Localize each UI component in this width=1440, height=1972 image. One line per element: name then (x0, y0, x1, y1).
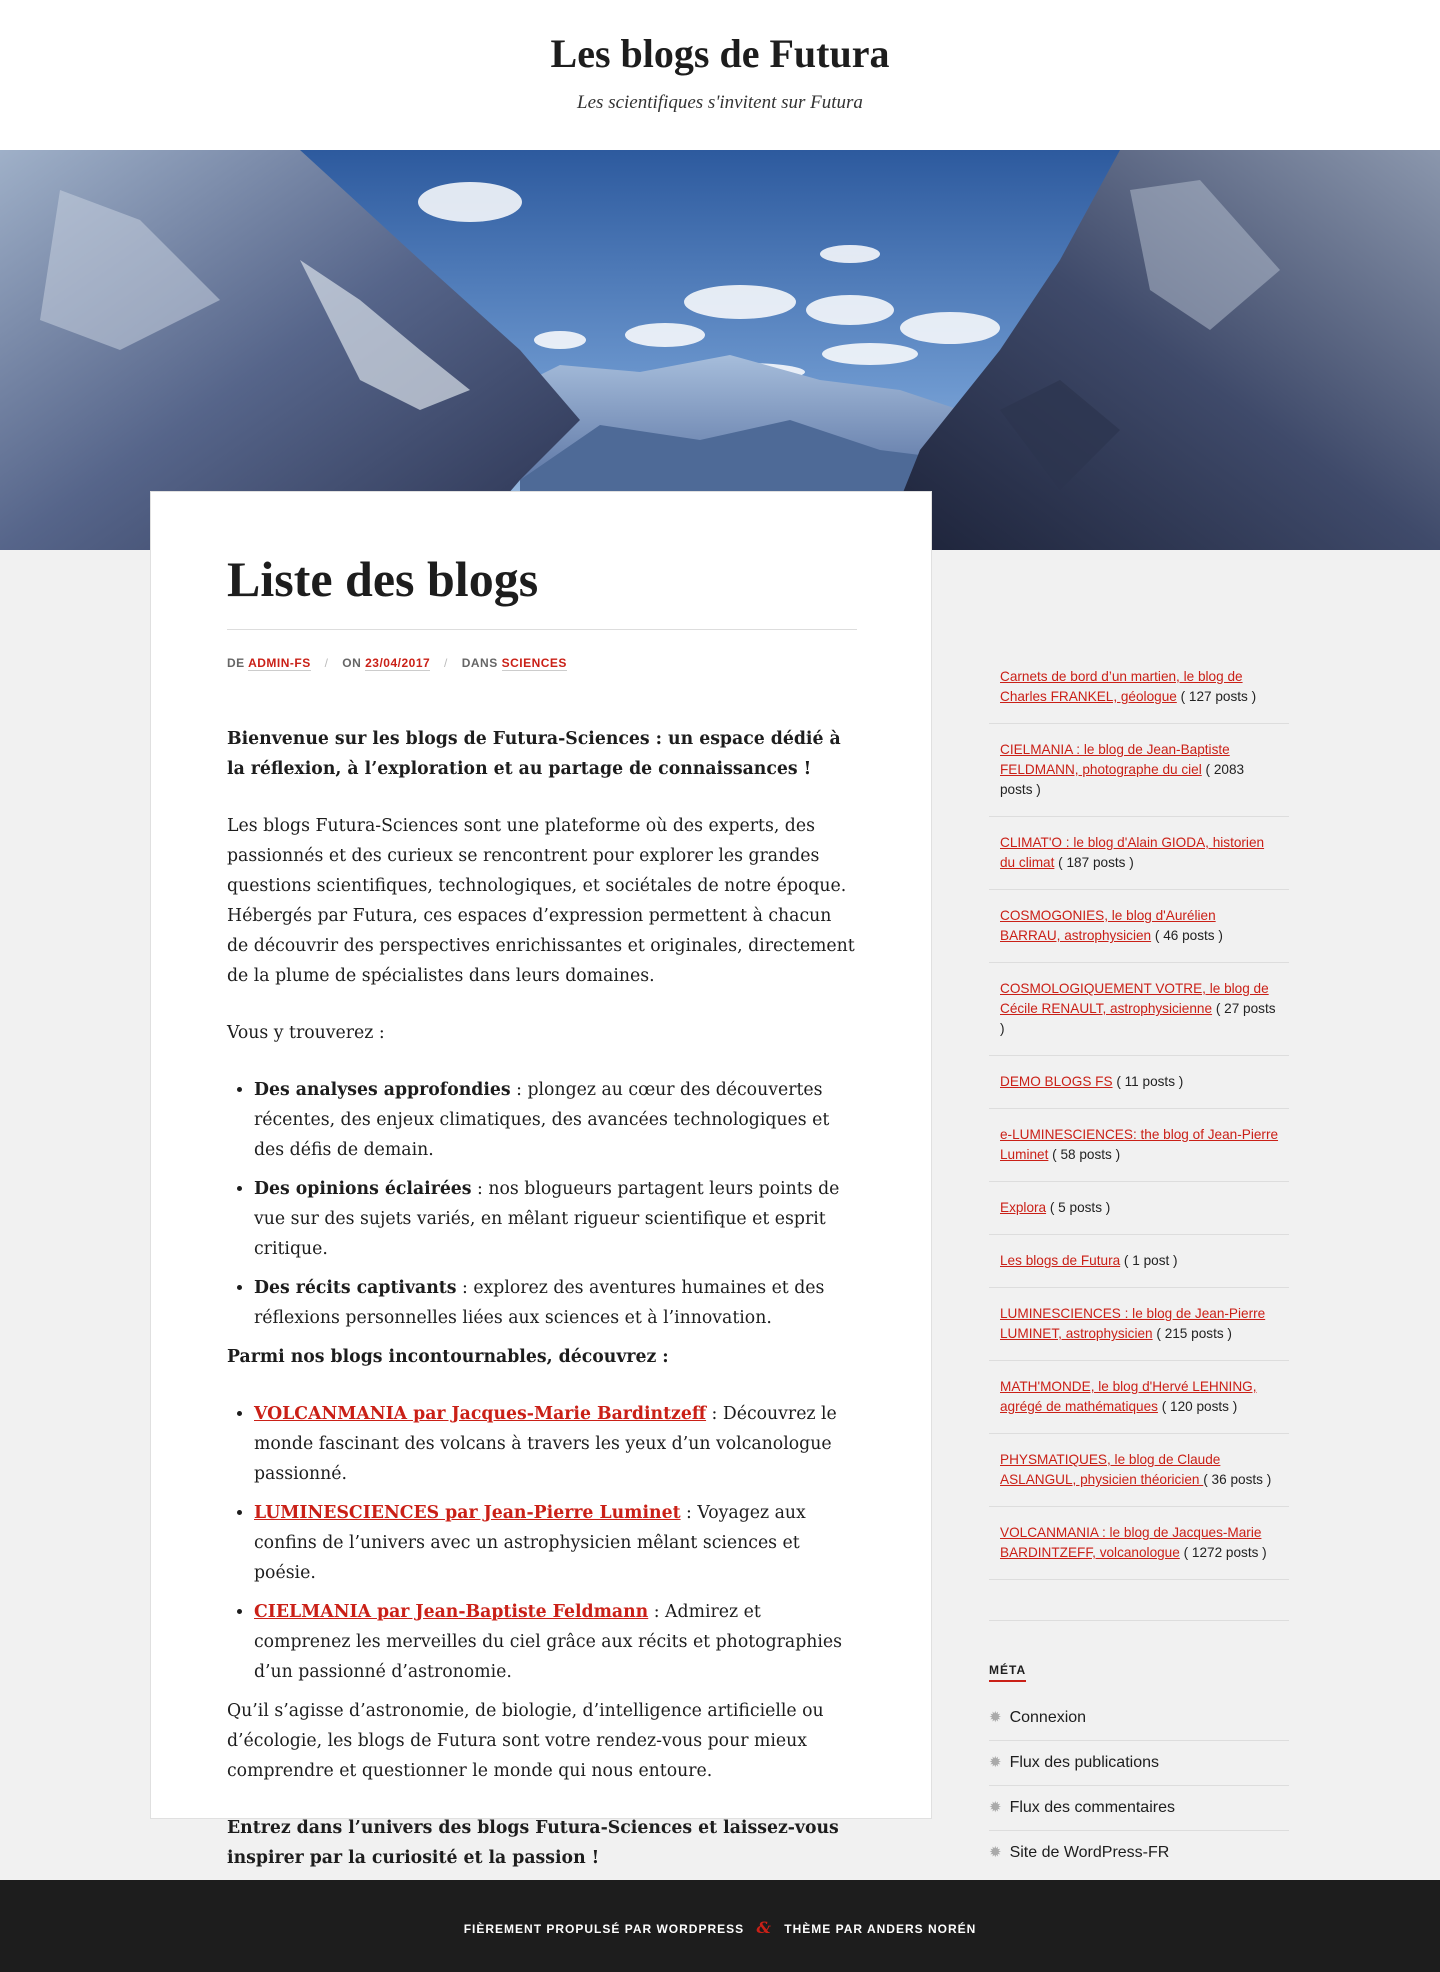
description-paragraph: Les blogs Futura-Sciences sont une plateforme où des experts, des passionnés et des curieux se rencontrent pour explorer les grandes questions scientifiques, technologiques, et sociétales de notre époque. Hébergés par Futura, ces espaces d’expression permettent à chacun de découvrir des perspectives enrichissantes et originales, directement de la plume de spécialistes dans leurs domaines. (227, 816, 855, 986)
post-title[interactable]: Liste des blogs (227, 551, 539, 607)
intro-paragraph: Bienvenue sur les blogs de Futura-Sciences : un espace dédié à la réflexion, à l’exploration et au partage de connaissances ! (227, 729, 841, 779)
blog-post-count: ( 120 posts ) (1157, 1399, 1238, 1414)
meta-link-wordpress-fr[interactable]: Site de WordPress-FR (1009, 1844, 1170, 1861)
blog-link[interactable]: Les blogs de Futura (1000, 1253, 1121, 1268)
gear-icon: ✹ (989, 1799, 1002, 1816)
list-item (254, 1597, 857, 1687)
meta-author-link[interactable]: ADMIN-FS (248, 656, 311, 670)
feature-text: : explorez des aventures humaines et des réflexions personnelles liées aux sciences et à l’innovation. (254, 1278, 825, 1328)
blog-link[interactable]: PHYSMATIQUES, le blog de Claude ASLANGUL, physicien théoricien (1000, 1452, 1221, 1487)
gear-icon: ✹ (989, 1709, 1002, 1726)
blog-link[interactable]: VOLCANMANIA : le blog de Jacques-Marie BARDINTZEFF, volcanologue (1000, 1525, 1262, 1560)
list-item (989, 1741, 1289, 1786)
blog-post-count: ( 1272 posts ) (1179, 1545, 1267, 1560)
post-title-divider (227, 629, 857, 630)
meta-date-link[interactable]: 23/04/2017 (365, 656, 431, 670)
blog-list-widget (989, 650, 1289, 1580)
featured-blog-link[interactable]: VOLCANMANIA par Jacques-Marie Bardintzeff (254, 1404, 707, 1424)
must-read-label: Parmi nos blogs incontournables, découvrez : (227, 1347, 669, 1367)
blog-post-count: ( 1 post ) (1120, 1253, 1178, 1268)
list-item (989, 1786, 1289, 1831)
site-title[interactable]: Les blogs de Futura (550, 31, 890, 76)
features-list (227, 1075, 857, 1333)
blog-post-count: ( 2083 posts ) (1000, 762, 1245, 797)
list-item (254, 1174, 857, 1264)
find-label: Vous y trouverez : (227, 1023, 385, 1043)
blog-link[interactable]: COSMOLOGIQUEMENT VOTRE, le blog de Cécile RENAULT, astrophysicienne (1000, 981, 1269, 1016)
meta-in-label: DANS (461, 656, 498, 670)
blog-post-count: ( 11 posts ) (1112, 1074, 1184, 1089)
sidebar (989, 650, 1289, 1875)
blog-post-count: ( 58 posts ) (1048, 1147, 1121, 1162)
blog-link[interactable]: DEMO BLOGS FS (1000, 1074, 1113, 1089)
gear-icon: ✹ (989, 1844, 1002, 1861)
meta-by-label: DE (227, 656, 245, 670)
blog-link[interactable]: LUMINESCIENCES : le blog de Jean-Pierre LUMINET, astrophysicien (1000, 1306, 1266, 1341)
feature-title: Des opinions éclairées (254, 1179, 472, 1199)
footer-credits (0, 1918, 1440, 1937)
blog-post-count: ( 187 posts ) (1054, 855, 1134, 870)
list-item (989, 1696, 1289, 1741)
featured-blog-text: : Voyagez aux confins de l’univers avec un astrophysicien mêlant sciences et poésie. (254, 1503, 806, 1583)
list-item (989, 1361, 1289, 1434)
site-header (0, 0, 1440, 150)
featured-blogs-list (227, 1399, 857, 1687)
feature-text: : nos blogueurs partagent leurs points de vue sur des sujets variés, en mêlant rigueur scientifique et esprit critique. (254, 1179, 840, 1259)
featured-blog-text: : Admirez et comprenez les merveilles du ciel grâce aux récits et photographies d’un passionné d’astronomie. (254, 1602, 843, 1682)
blog-post-count: ( 36 posts ) (1203, 1472, 1272, 1487)
feature-text: : plongez au cœur des découvertes récentes, des enjeux climatiques, des avancées technologiques et des défis de demain. (254, 1080, 830, 1160)
blog-link[interactable]: Carnets de bord d’un martien, le blog de Charles FRANKEL, géologue (1000, 669, 1243, 704)
header-image-mountains (0, 150, 1440, 550)
list-item (989, 1507, 1289, 1580)
list-item (989, 1831, 1289, 1875)
blog-post-count: ( 127 posts ) (1176, 689, 1257, 704)
site-footer (0, 1880, 1440, 1972)
blog-link[interactable]: MATH'MONDE, le blog d'Hervé LEHNING, agrégé de mathématiques (1000, 1379, 1257, 1414)
list-item (989, 650, 1289, 724)
blog-link[interactable]: e-LUMINESCIENCES: the blog of Jean-Pierre Luminet (1000, 1127, 1279, 1162)
list-item (989, 1434, 1289, 1507)
sidebar-divider (989, 1620, 1289, 1621)
featured-blog-link[interactable]: LUMINESCIENCES par Jean-Pierre Luminet (254, 1503, 681, 1523)
site-description: Les scientifiques s'invitent sur Futura (577, 92, 863, 113)
list-item (254, 1399, 857, 1489)
closing-paragraph: Qu’il s’agisse d’astronomie, de biologie, d’intelligence artificielle ou d’écologie, les blogs de Futura sont votre rendez-vous pour mieux comprendre et questionner le monde qui nous entoure. (227, 1701, 824, 1781)
blog-link[interactable]: CIELMANIA : le blog de Jean-Baptiste FELDMANN, photographe du ciel (1000, 742, 1230, 777)
feature-title: Des récits captivants (254, 1278, 457, 1298)
feature-title: Des analyses approfondies (254, 1080, 511, 1100)
list-item (254, 1075, 857, 1165)
list-item (254, 1498, 857, 1588)
list-item (254, 1273, 857, 1333)
outro-paragraph: Entrez dans l’univers des blogs Futura-Sciences et laissez-vous inspirer par la curiosité et la passion ! (227, 1818, 839, 1868)
blog-link[interactable]: COSMOGONIES, le blog d'Aurélien BARRAU, astrophysicien (1000, 908, 1216, 943)
featured-blog-link[interactable]: CIELMANIA par Jean-Baptiste Feldmann (254, 1602, 649, 1622)
meta-separator: / (444, 656, 448, 670)
meta-widget-title: MÉTA (989, 1663, 1026, 1682)
post-meta (227, 656, 857, 670)
list-item (989, 817, 1289, 890)
blog-post-count: ( 27 posts ) (1000, 1001, 1276, 1036)
footer-theme-link[interactable]: THÈME PAR ANDERS NORÉN (784, 1922, 977, 1936)
blog-link[interactable]: Explora (1000, 1200, 1047, 1215)
meta-link-comments-feed[interactable]: Flux des commentaires (1009, 1799, 1175, 1816)
footer-wordpress-link[interactable]: FIÈREMENT PROPULSÉ PAR WORDPRESS (463, 1922, 745, 1936)
meta-category-link[interactable]: SCIENCES (501, 656, 567, 670)
list-item (989, 1288, 1289, 1361)
list-item (989, 724, 1289, 817)
list-item (989, 1056, 1289, 1109)
footer-ampersand: & (756, 1918, 772, 1937)
list-item (989, 1109, 1289, 1182)
list-item (989, 963, 1289, 1056)
blog-post-count: ( 215 posts ) (1152, 1326, 1232, 1341)
featured-blog-text: : Découvrez le monde fascinant des volcans à travers les yeux d’un volcanologue passionné. (254, 1404, 837, 1484)
meta-on-label: ON (342, 656, 362, 670)
post-article (150, 491, 932, 1868)
post-content (227, 724, 857, 1900)
meta-links-list (989, 1696, 1289, 1875)
list-item (989, 1235, 1289, 1288)
gear-icon: ✹ (989, 1754, 1002, 1771)
meta-separator: / (324, 656, 329, 670)
list-item (989, 890, 1289, 963)
blog-link[interactable]: CLIMAT'O : le blog d'Alain GIODA, historien du climat (1000, 835, 1265, 870)
meta-link-login[interactable]: Connexion (1009, 1709, 1087, 1726)
meta-link-posts-feed[interactable]: Flux des publications (1009, 1754, 1159, 1771)
list-item (989, 1182, 1289, 1235)
blog-post-count: ( 5 posts ) (1046, 1200, 1111, 1215)
blog-post-count: ( 46 posts ) (1151, 928, 1223, 943)
